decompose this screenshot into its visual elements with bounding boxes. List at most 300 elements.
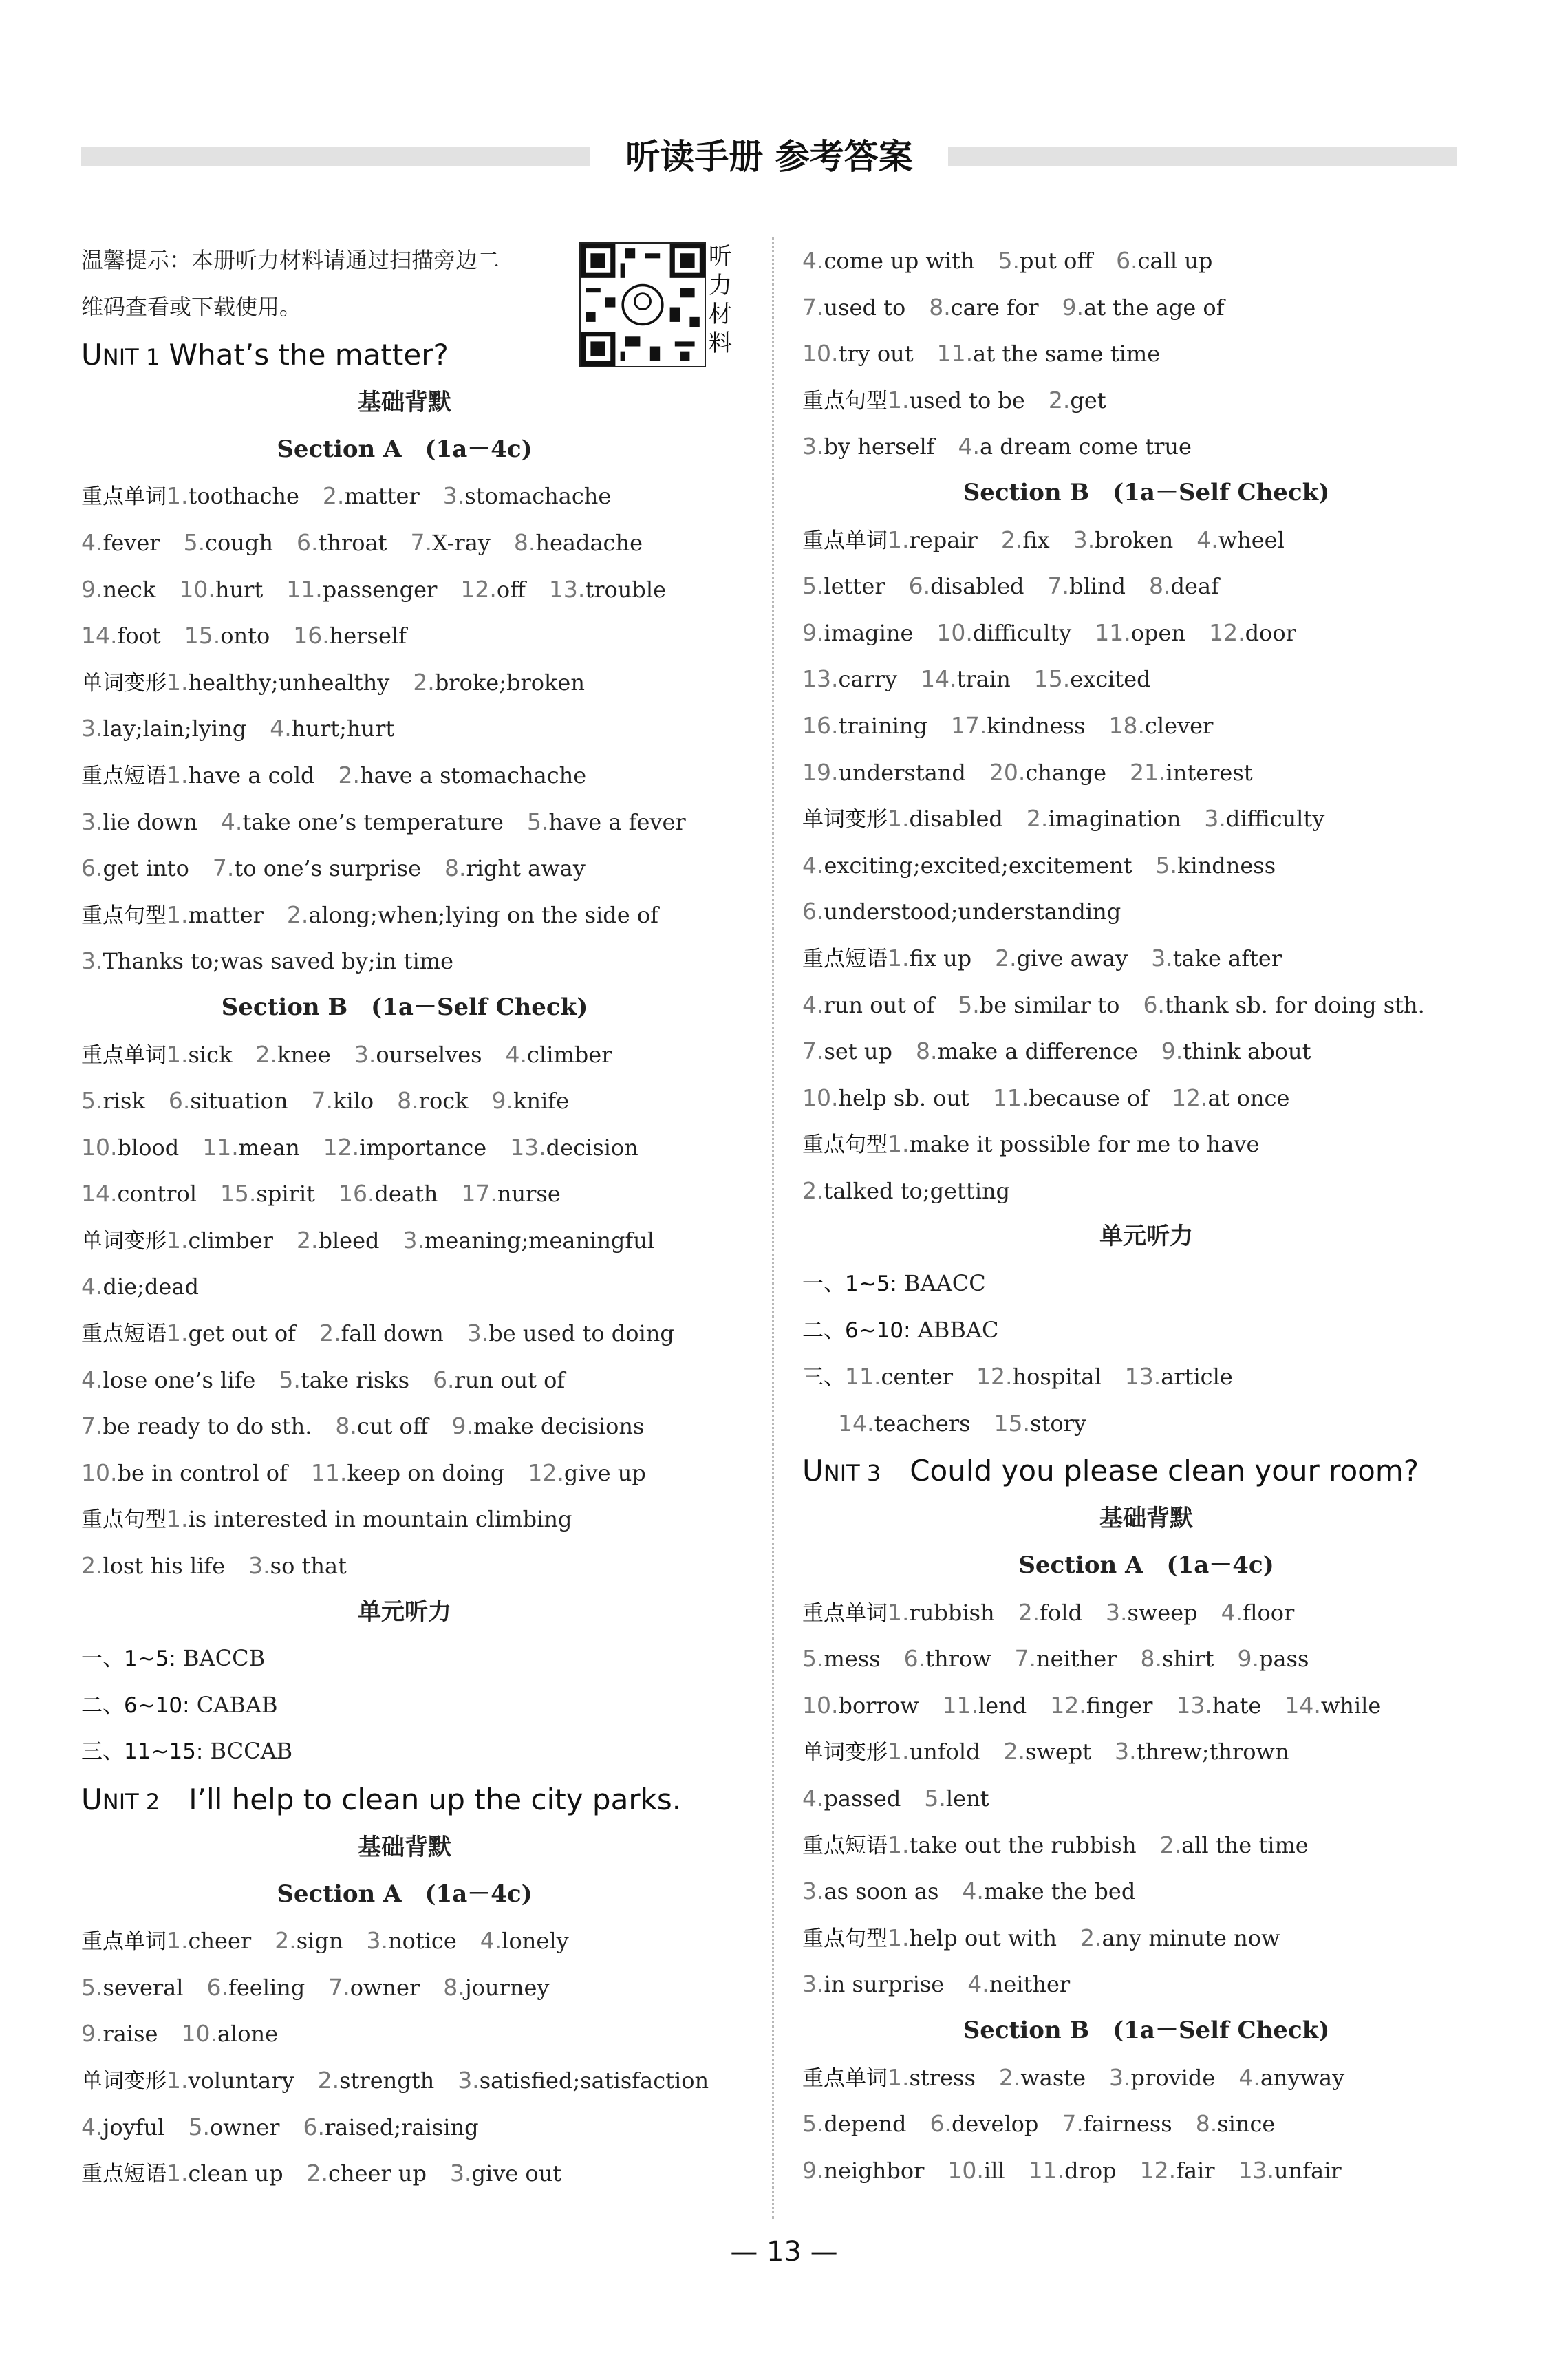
- unit-number: NIT 2: [102, 1789, 160, 1815]
- answer-text: matter: [188, 901, 264, 928]
- answer-number: 6.: [206, 1973, 228, 2001]
- answer-number: 6.: [1116, 247, 1138, 274]
- answer-number: 4.: [962, 1878, 984, 1905]
- answer-number: 7.: [1047, 572, 1069, 600]
- answer-row: [802, 1121, 1490, 1168]
- answer-text: make a difference: [937, 1038, 1138, 1065]
- category-label: 重点句型: [81, 1507, 167, 1533]
- answer-number: 5.: [958, 991, 980, 1018]
- answer-text: decision: [546, 1134, 638, 1161]
- answer-row: [802, 749, 1490, 796]
- listening-answer: BCCAB: [210, 1738, 293, 1765]
- answer-number: 6.: [802, 898, 824, 925]
- answer-number: 9.: [802, 619, 824, 646]
- answer-number: 20.: [989, 758, 1026, 786]
- answer-text: training: [838, 712, 927, 739]
- answer-text: give out: [471, 2160, 562, 2187]
- answer-number: 10.: [81, 1459, 118, 1486]
- answer-number: 1.: [167, 901, 189, 928]
- answer-row: [802, 2100, 1490, 2147]
- section-subheading-text: Section B (1a－Self Check): [963, 478, 1330, 506]
- answer-text: at once: [1207, 1084, 1290, 1111]
- answer-number: 3.: [802, 1878, 824, 1905]
- answer-row: [802, 1168, 1490, 1214]
- answer-text: understood;understanding: [824, 899, 1121, 925]
- answer-text: broke;broken: [434, 669, 585, 696]
- section-subheading-text: Section A (1a－4c): [1018, 1551, 1274, 1580]
- answer-number: 11.: [1095, 619, 1131, 646]
- unit-heading: [802, 1446, 1490, 1496]
- answer-number: 9.: [81, 2020, 103, 2048]
- answer-row: [81, 1170, 728, 1217]
- section-heading-text: 基础背默: [1099, 1505, 1193, 1533]
- answer-row: [81, 659, 728, 706]
- answer-number: 5.: [924, 1785, 946, 1812]
- answer-number: 4.: [1221, 1598, 1243, 1626]
- answer-number: 3.: [402, 1226, 425, 1254]
- listening-label: 一、1~5:: [802, 1271, 897, 1297]
- section-subheading: [802, 2008, 1490, 2054]
- answer-number: 10.: [81, 1133, 118, 1161]
- answer-text: talked to;getting: [824, 1177, 1011, 1204]
- answer-text: used to: [824, 294, 906, 321]
- answer-number: 7.: [410, 528, 432, 556]
- listening-answer-row: [81, 1728, 728, 1775]
- category-label: 三、: [802, 1365, 845, 1390]
- answer-number: 5.: [802, 1645, 824, 1673]
- answer-number: 1.: [167, 668, 189, 696]
- answer-text: take risks: [300, 1366, 410, 1393]
- answer-text: pass: [1258, 1646, 1309, 1673]
- answer-text: hurt;hurt: [291, 716, 395, 742]
- answer-text: at the age of: [1084, 294, 1225, 321]
- left-column: [81, 237, 728, 2197]
- answer-row: [81, 1263, 728, 1310]
- answer-text: alone: [217, 2021, 279, 2048]
- listening-label: 一、1~5:: [81, 1646, 176, 1672]
- section-heading-text: 单元听力: [1099, 1223, 1193, 1251]
- answer-text: risk: [103, 1088, 145, 1115]
- answer-text: fair: [1176, 2157, 1215, 2184]
- answer-text: take one’s temperature: [242, 808, 504, 835]
- answer-text: nurse: [497, 1181, 561, 1207]
- answer-text: have a cold: [188, 762, 315, 788]
- answer-text: teachers: [874, 1410, 971, 1437]
- answer-number: 12.: [1172, 1084, 1208, 1111]
- answer-text: thank sb. for doing sth.: [1164, 991, 1425, 1018]
- answer-number: 1.: [167, 1927, 189, 1955]
- answer-text: Thanks to;was saved by;in time: [103, 948, 453, 975]
- answer-text: open: [1130, 619, 1186, 646]
- answer-text: along;when;lying on the side of: [308, 901, 658, 928]
- answer-number: 14.: [838, 1409, 874, 1437]
- answer-text: repair: [909, 526, 978, 553]
- answer-number: 4.: [958, 433, 980, 460]
- answer-number: 2.: [275, 1927, 297, 1955]
- answer-text: is interested in mountain climbing: [188, 1506, 572, 1533]
- answer-number: 11.: [310, 1459, 347, 1486]
- answer-text: importance: [359, 1134, 487, 1161]
- answer-text: raise: [103, 2021, 158, 2048]
- answer-number: 18.: [1108, 711, 1145, 739]
- answer-text: come up with: [824, 248, 975, 274]
- answer-number: 3.: [802, 433, 824, 460]
- answer-text: fall down: [341, 1320, 444, 1347]
- answer-text: drop: [1064, 2157, 1117, 2184]
- answer-number: 1.: [167, 1320, 189, 1347]
- answer-number: 3.: [1073, 526, 1095, 553]
- header-bar-right: [948, 147, 1457, 166]
- answer-text: lay;lain;lying: [103, 716, 247, 742]
- qr-label: 听力材料: [709, 243, 732, 357]
- answer-number: 2.: [1048, 386, 1071, 413]
- section-subheading-text: Section B (1a－Self Check): [221, 993, 588, 1021]
- answer-number: 3.: [450, 2160, 472, 2187]
- category-label: 单词变形: [81, 1228, 167, 1254]
- answer-row: [802, 610, 1490, 656]
- answer-text: understand: [838, 759, 966, 786]
- answer-text: kilo: [333, 1088, 374, 1115]
- answer-number: 2.: [338, 761, 361, 788]
- answer-text: fairness: [1083, 2111, 1172, 2138]
- answer-text: toothache: [188, 483, 299, 510]
- section-subheading-text: Section B (1a－Self Check): [963, 2016, 1330, 2044]
- answer-number: 5.: [998, 247, 1020, 274]
- answer-row: [802, 1635, 1490, 1682]
- answer-number: 1.: [167, 1040, 189, 1068]
- answer-row: [802, 284, 1490, 331]
- answer-number: 12.: [1139, 2156, 1177, 2184]
- answer-row: [81, 1964, 728, 2011]
- answer-text: ill: [983, 2157, 1005, 2184]
- answer-number: 8.: [929, 293, 951, 321]
- listening-answer: CABAB: [196, 1691, 278, 1718]
- answer-text: take out the rubbish: [909, 1831, 1137, 1858]
- answer-text: neck: [103, 576, 156, 603]
- answer-text: lend: [978, 1692, 1027, 1719]
- answer-text: set up: [824, 1038, 892, 1065]
- answer-number: 12.: [1209, 619, 1245, 646]
- answer-text: bleed: [318, 1227, 380, 1254]
- category-label: 重点单词: [802, 528, 888, 553]
- answer-text: neighbor: [824, 2157, 925, 2184]
- answer-text: to one’s surprise: [234, 855, 421, 882]
- answer-row: [81, 1031, 728, 1078]
- answer-text: onto: [220, 623, 270, 649]
- answer-number: 2.: [322, 482, 345, 510]
- section-heading: [81, 1589, 728, 1636]
- answer-text: meaning;meaningful: [425, 1227, 655, 1254]
- answer-text: lose one’s life: [103, 1366, 256, 1393]
- answer-number: 9.: [1237, 1645, 1259, 1673]
- answer-text: story: [1030, 1410, 1086, 1437]
- answer-text: broken: [1095, 526, 1174, 553]
- answer-number: 3.: [1115, 1738, 1137, 1765]
- answer-row: [81, 612, 728, 659]
- answer-text: knee: [277, 1041, 331, 1068]
- column-divider: [772, 237, 774, 2219]
- answer-text: cough: [205, 529, 273, 556]
- answer-number: 19.: [802, 758, 839, 786]
- answer-number: 10.: [802, 1691, 839, 1719]
- listening-answer-row: [802, 1260, 1490, 1307]
- category-label: 单词变形: [81, 670, 167, 696]
- answer-row: [81, 938, 728, 985]
- answer-text: make the bed: [983, 1878, 1136, 1905]
- answer-number: 13.: [548, 575, 586, 603]
- answer-number: 7.: [81, 1412, 103, 1440]
- listening-answer-row: [81, 1635, 728, 1682]
- unit-prefix: U: [81, 1783, 103, 1816]
- category-label: 重点句型: [802, 1926, 888, 1951]
- answer-text: be ready to do sth.: [103, 1413, 312, 1440]
- unit-heading: [81, 1775, 728, 1825]
- answer-number: 2.: [995, 944, 1017, 971]
- answer-text: sweep: [1127, 1599, 1198, 1626]
- answer-text: any minute now: [1102, 1924, 1280, 1951]
- answer-row: [802, 423, 1490, 470]
- answer-text: herself: [329, 623, 407, 649]
- answer-text: call up: [1137, 248, 1213, 274]
- answer-text: blood: [117, 1134, 180, 1161]
- answer-text: make decisions: [473, 1413, 645, 1440]
- answer-number: 5.: [81, 1973, 103, 2001]
- answer-text: exciting;excited;excitement: [824, 852, 1132, 879]
- answer-row: [802, 982, 1490, 1029]
- answer-text: a dream come true: [980, 433, 1192, 460]
- answer-text: satisfied;satisfaction: [479, 2067, 709, 2094]
- section-heading-text: 基础背默: [358, 389, 451, 417]
- answer-number: 12.: [976, 1363, 1013, 1390]
- answer-row: [81, 1403, 728, 1450]
- section-subheading: [81, 1871, 728, 1918]
- answer-number: 2.: [1159, 1831, 1182, 1858]
- answer-number: 2.: [1000, 526, 1023, 553]
- answer-number: 16.: [802, 711, 839, 739]
- answer-row: [802, 1589, 1490, 1636]
- answer-number: 10.: [181, 2020, 217, 2048]
- answer-text: stomachache: [464, 483, 612, 510]
- answer-number: 13.: [802, 665, 839, 693]
- answer-row: [802, 842, 1490, 889]
- answer-number: 2.: [319, 1320, 341, 1347]
- answer-number: 3.: [81, 808, 103, 835]
- answer-row: [81, 1496, 728, 1543]
- answer-number: 4.: [81, 2113, 103, 2140]
- answer-number: 12.: [323, 1133, 360, 1161]
- answer-row: [802, 1075, 1490, 1121]
- unit-title: I’ll help to clean up the city parks.: [160, 1783, 682, 1816]
- answer-row: [802, 2147, 1490, 2194]
- answer-number: 11.: [992, 1084, 1029, 1111]
- answer-text: try out: [838, 341, 914, 367]
- answer-row: [81, 1357, 728, 1404]
- answer-row: [802, 2054, 1490, 2101]
- answer-number: 12.: [460, 575, 497, 603]
- answer-number: 2.: [413, 668, 435, 696]
- unit-prefix: U: [81, 338, 103, 372]
- category-label: 重点短语: [81, 1322, 167, 1347]
- answer-number: 3.: [366, 1927, 388, 1955]
- answer-number: 3.: [458, 2066, 480, 2094]
- answer-text: sign: [296, 1928, 343, 1955]
- answer-number: 10.: [947, 2156, 984, 2184]
- answer-number: 1.: [167, 2066, 189, 2094]
- answer-row: [81, 1543, 728, 1589]
- answer-text: fix: [1022, 526, 1050, 553]
- answer-text: raised;raising: [324, 2114, 479, 2140]
- category-label: 重点单词: [81, 1042, 167, 1068]
- answer-text: get into: [103, 855, 189, 882]
- answer-text: excited: [1070, 666, 1151, 693]
- answer-number: 3.: [466, 1320, 489, 1347]
- answer-text: while: [1320, 1692, 1382, 1719]
- answer-text: hurt: [215, 576, 264, 603]
- answer-text: kindness: [1177, 852, 1276, 879]
- answer-number: 1.: [167, 2160, 189, 2187]
- answer-row: [802, 1028, 1490, 1075]
- answer-number: 4.: [967, 1970, 989, 1998]
- answer-text: at the same time: [973, 341, 1161, 367]
- answer-text: provide: [1130, 2064, 1216, 2091]
- answer-row: [802, 237, 1490, 284]
- answer-row: [802, 1728, 1490, 1775]
- answer-text: as soon as: [824, 1878, 939, 1905]
- answer-text: neither: [1036, 1646, 1117, 1673]
- answer-text: give up: [563, 1459, 646, 1486]
- answer-text: be similar to: [979, 991, 1120, 1018]
- answer-number: 6.: [303, 2113, 325, 2140]
- answer-number: 21.: [1130, 758, 1166, 786]
- answer-row: [802, 1400, 1490, 1447]
- unit-number: NIT 3: [823, 1460, 881, 1487]
- answer-text: have a stomachache: [360, 762, 587, 788]
- answer-text: hate: [1212, 1692, 1262, 1719]
- answer-number: 4.: [220, 808, 243, 835]
- answer-text: run out of: [824, 991, 935, 1018]
- answer-text: shirt: [1162, 1646, 1214, 1673]
- answer-number: 3.: [802, 1970, 824, 1998]
- answer-number: 5.: [802, 572, 824, 600]
- answer-row: [802, 888, 1490, 935]
- answer-number: 11.: [942, 1691, 978, 1719]
- answer-text: hospital: [1012, 1364, 1102, 1390]
- answer-text: rubbish: [909, 1599, 995, 1626]
- answer-text: be in control of: [117, 1459, 288, 1486]
- answer-text: feeling: [228, 1974, 305, 2001]
- answer-number: 4.: [1196, 526, 1218, 553]
- category-label: 单词变形: [802, 1740, 888, 1765]
- answer-row: [802, 795, 1490, 842]
- answer-text: fix up: [909, 945, 972, 971]
- answer-text: help sb. out: [838, 1084, 969, 1111]
- answer-text: sick: [188, 1041, 233, 1068]
- answer-row: [802, 330, 1490, 377]
- answer-text: door: [1245, 619, 1296, 646]
- answer-number: 7.: [212, 855, 235, 882]
- answer-text: carry: [838, 666, 898, 693]
- answer-number: 15.: [994, 1409, 1031, 1437]
- answer-text: disabled: [930, 573, 1024, 600]
- answer-text: care for: [950, 294, 1039, 321]
- category-label: 重点短语: [802, 1833, 888, 1858]
- qr-code-icon[interactable]: [579, 242, 706, 367]
- header-bar-left: [81, 147, 590, 166]
- answer-number: 4.: [270, 715, 292, 742]
- answer-text: cheer up: [328, 2160, 427, 2187]
- answer-number: 13.: [1124, 1363, 1161, 1390]
- answer-number: 15.: [219, 1180, 257, 1207]
- answer-number: 1.: [888, 386, 910, 413]
- unit-prefix: U: [802, 1454, 824, 1488]
- answer-number: 3.: [1204, 805, 1226, 832]
- answer-number: 1.: [888, 944, 910, 971]
- answer-text: article: [1161, 1364, 1233, 1390]
- answer-text: kindness: [987, 712, 1086, 739]
- answer-text: voluntary: [188, 2067, 294, 2094]
- answer-text: unfair: [1274, 2157, 1342, 2184]
- answer-row: [802, 935, 1490, 982]
- answer-text: fever: [103, 529, 160, 556]
- answer-text: fold: [1040, 1599, 1082, 1626]
- answer-number: 8.: [397, 1087, 419, 1115]
- answer-text: headache: [535, 529, 643, 556]
- answer-row: [802, 1682, 1490, 1729]
- category-label: 重点句型: [81, 903, 167, 928]
- category-label: 单词变形: [802, 807, 888, 832]
- page-title: 听读手册 参考答案: [625, 137, 913, 177]
- answer-number: 13.: [1176, 1691, 1212, 1719]
- answer-number: 8.: [1195, 2110, 1218, 2138]
- listening-label: 三、11~15:: [81, 1739, 204, 1765]
- answer-number: 9.: [1161, 1038, 1183, 1065]
- answer-number: 17.: [950, 711, 987, 739]
- answer-number: 10.: [802, 1084, 839, 1111]
- answer-number: 7.: [802, 1038, 824, 1065]
- answer-text: cheer: [188, 1928, 252, 1955]
- answer-number: 3.: [442, 482, 465, 510]
- section-heading: [81, 380, 728, 427]
- answer-text: unfold: [909, 1739, 980, 1765]
- answer-row: [802, 1353, 1490, 1400]
- answer-text: right away: [466, 855, 586, 882]
- answer-number: 1.: [888, 1130, 910, 1158]
- answer-number: 11.: [936, 340, 974, 367]
- category-label: 重点单词: [802, 1600, 888, 1626]
- answer-text: swept: [1025, 1739, 1092, 1765]
- answer-number: 15.: [1033, 665, 1071, 693]
- answer-row: [802, 1961, 1490, 2008]
- answer-text: owner: [209, 2114, 280, 2140]
- answer-text: notice: [387, 1928, 457, 1955]
- answer-number: 3.: [248, 1552, 270, 1580]
- answer-text: because of: [1029, 1084, 1149, 1111]
- answer-text: run out of: [454, 1366, 566, 1393]
- category-label: 重点单词: [81, 1929, 167, 1955]
- answer-number: 13.: [510, 1133, 546, 1161]
- answer-number: 4.: [505, 1040, 528, 1068]
- answer-number: 1.: [888, 1738, 910, 1765]
- category-label: 重点单词: [81, 484, 167, 510]
- answer-text: lost his life: [103, 1553, 226, 1580]
- answer-row: [802, 1775, 1490, 1822]
- answer-text: mean: [238, 1134, 300, 1161]
- answer-number: 7.: [1062, 2110, 1084, 2138]
- answer-number: 6.: [908, 572, 931, 600]
- answer-number: 16.: [293, 622, 330, 649]
- page-number: — 13 —: [730, 2236, 838, 2268]
- answer-number: 8.: [1140, 1645, 1163, 1673]
